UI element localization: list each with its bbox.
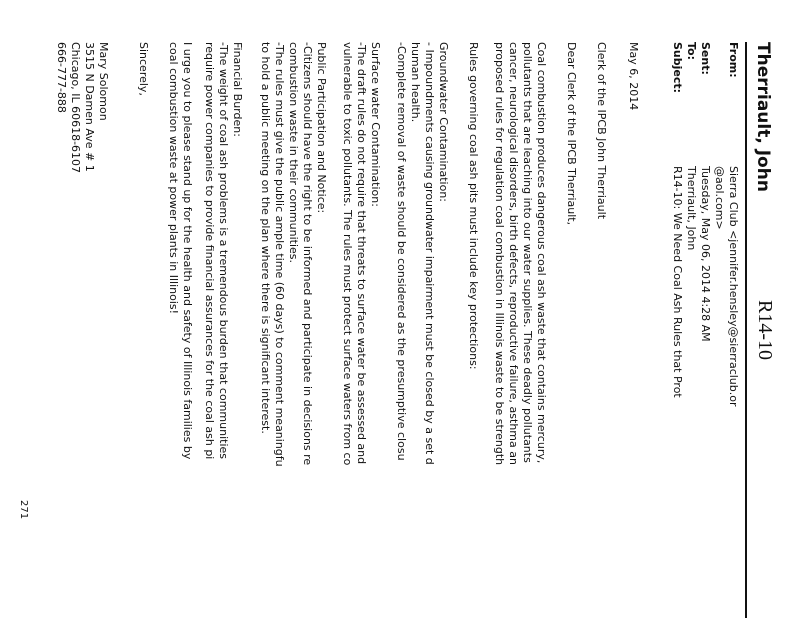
letter-date: May 6, 2014 [627,42,640,111]
signer-address: 3515 N Damen Ave # 1 [83,42,96,172]
document-number: R14-10 [754,300,776,360]
section-line: - Impoundments causing groundwater impairment must be closed by a set d [423,42,436,465]
section-heading: Public Participation and Notice: [315,42,328,214]
public-participation-section [258,42,328,618]
section-line: -The weight of coal ash problems is a tremendous burden that communities [217,42,230,460]
section-line: -The draft rules do not require that threats to surface water be assessed and [355,42,368,465]
section-line: vulnerable to toxic pollutants. The rules must protect surface waters from co [341,42,354,466]
salutation: Dear Clerk of the IPCB Therriault, [565,42,578,226]
groundwater-section [394,42,450,618]
section-line: -Complete removal of waste should be considered as the presumptive closu [395,42,408,461]
section-heading: Financial Burden: [231,42,244,137]
intro-line: proposed rules for regulation coal combustion in Illinois waste to be strength [493,42,506,466]
subject-value: R14-10: We Need Coal Ash Rules that Prot [671,166,684,398]
section-heading: Groundwater Contamination: [437,42,450,202]
intro-line: cancer, neurological disorders, birth defects, reproductive failure, asthma an [507,42,520,465]
closing-line: I urge you to please stand up for the health and safety of Illinois families by [181,42,194,460]
from-label: From: [727,42,740,78]
intro-paragraph [492,42,548,618]
section-line: require power companies to provide financial assurances for the coal ash pi [203,42,216,460]
section-line: to hold a public meeting on the plan where there is significant interest. [259,42,272,434]
signer-name: Mary Solomon [97,42,110,121]
signer-city: Chicago, IL 60618-6107 [69,42,82,174]
intro-line: pollutants that are leaching into our water supplies. These deadly pollutants [521,42,534,463]
signature-block [54,42,110,618]
from-value: Sierra Club <jennifer.hensley@sierraclub.or [727,166,740,407]
surface-water-section [340,42,382,618]
financial-burden-section [202,42,244,618]
sender-name: Therriault, John [753,42,773,192]
section-line: human health. [409,42,422,123]
rules-line: Rules governing coal ash pits must include key protections: [467,42,480,370]
signer-phone: 666-777-888 [55,42,68,113]
closing-line: coal combustion waste at power plants in Illinois! [167,42,180,315]
section-line: -The rules must give the public ample time (60 days) to comment meaningfu [273,42,286,467]
page-number: 271 [18,500,29,520]
from-value-continued: @aol.com> [713,166,726,230]
section-line: combustion waste in their communities. [287,42,300,264]
to-label: To: [685,42,698,60]
closing-paragraph [166,42,194,618]
to-value: Therriault, John [685,166,698,251]
sent-label: Sent: [699,42,712,75]
header-divider [745,42,747,618]
subject-label: Subject: [671,42,684,94]
signoff: Sincerely, [137,42,150,96]
section-line: -Citizens should have the right to be informed and participate in decisions re [301,42,314,466]
sent-value: Tuesday, May 06, 2014 4:28 AM [699,166,712,342]
intro-line: Coal combustion produces dangerous coal ash waste that contains mercury, [535,42,548,464]
recipient-line: Clerk of the IPCB John Therriault [595,42,608,220]
section-heading: Surface water Contamination: [369,42,382,207]
